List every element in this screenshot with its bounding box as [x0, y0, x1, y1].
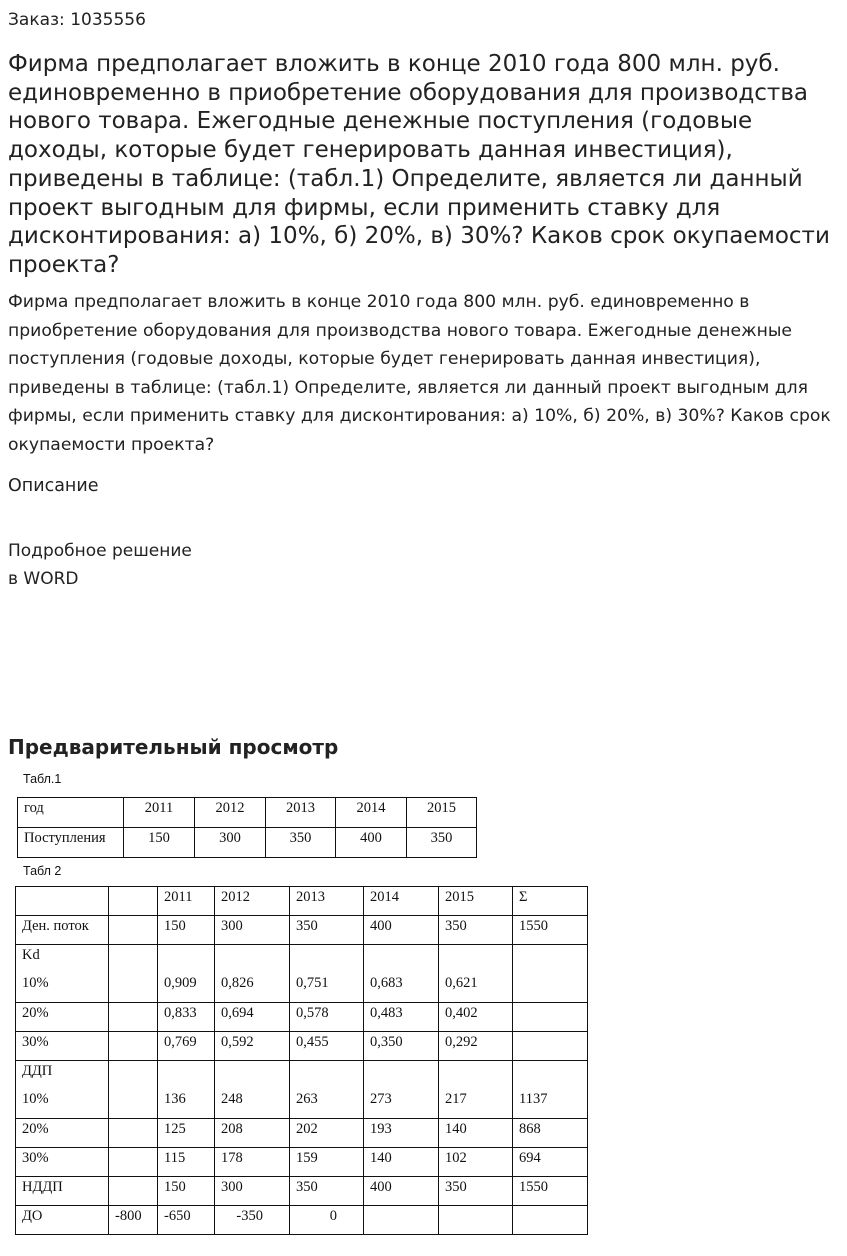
table1-header-cell: год	[18, 798, 124, 828]
table2-caption: Табл 2	[23, 864, 62, 878]
table2-cell-value: 0,826	[221, 975, 254, 991]
row-sublabel-text: 10%	[22, 1091, 49, 1107]
table2-cell	[109, 945, 158, 1003]
table2-cell: 0,578	[290, 1003, 364, 1032]
table2-cell: 0,350	[364, 1032, 439, 1061]
table2-cell: 400	[364, 916, 439, 945]
table-calculation	[15, 886, 588, 1235]
table2-cell	[158, 945, 215, 1003]
table2-cell: 125	[158, 1119, 215, 1148]
table2-cell-value: 0,909	[164, 975, 197, 991]
table2-cell: 0,592	[215, 1032, 290, 1061]
table2-cell: 0,694	[215, 1003, 290, 1032]
table2-cell	[109, 1177, 158, 1206]
table2-row-label	[16, 1061, 109, 1119]
table2-cell: 0,455	[290, 1032, 364, 1061]
table2-cell	[439, 1061, 513, 1119]
table2-cell: 350	[290, 916, 364, 945]
table2-cell-value: 0,751	[296, 975, 329, 991]
table2-cell	[109, 1003, 158, 1032]
table2-header-cell: 2011	[158, 887, 215, 916]
table2-header-cell: 2012	[215, 887, 290, 916]
table2-cell: 694	[513, 1148, 588, 1177]
row-label-text: 20%	[22, 1005, 49, 1021]
table-row	[16, 1003, 588, 1032]
table2-cell: 1550	[513, 1177, 588, 1206]
table2-cell: 350	[439, 1177, 513, 1206]
row-label-text: Kd	[22, 947, 40, 963]
table-row	[16, 916, 588, 945]
table2-cell	[215, 945, 290, 1003]
table2-header-cell	[16, 887, 109, 916]
table2-cell-value: 0,621	[445, 975, 478, 991]
table2-cell-value: 1137	[519, 1091, 548, 1107]
table2-header-cell: 2014	[364, 887, 439, 916]
table2-cell: 400	[364, 1177, 439, 1206]
table-row	[16, 1206, 588, 1235]
table1-cell: 350	[266, 828, 336, 858]
table-row	[16, 1148, 588, 1177]
order-label: Заказ:	[8, 10, 65, 30]
table1-header-cell: 2014	[336, 798, 407, 828]
table2-cell	[439, 945, 513, 1003]
order-number	[8, 9, 146, 31]
table2-cell-value: 136	[164, 1091, 186, 1107]
table2-cell: 300	[215, 1177, 290, 1206]
solution-line-1: Подробное решение	[8, 541, 192, 561]
table2-cell	[364, 945, 439, 1003]
table2-cell: -350	[215, 1206, 290, 1235]
table1-cell: 300	[195, 828, 266, 858]
table2-cell: 150	[158, 916, 215, 945]
table2-cell: 1550	[513, 916, 588, 945]
table2-cell	[364, 1061, 439, 1119]
table2-cell-value: 248	[221, 1091, 243, 1107]
table2-cell: 115	[158, 1148, 215, 1177]
table2-cell: 300	[215, 916, 290, 945]
table2-row-label	[16, 1206, 109, 1235]
table-row	[16, 887, 588, 916]
table1-header-cell: 2013	[266, 798, 336, 828]
table2-header-cell: Σ	[513, 887, 588, 916]
table2-row-label	[16, 1003, 109, 1032]
table2-cell	[439, 1206, 513, 1235]
table2-row-label	[16, 1177, 109, 1206]
table2-cell: 140	[364, 1148, 439, 1177]
task-title: Фирма предполагает вложить в конце 2010 года 800 млн. руб. единовременно в приобретение оборудования для производства нового товара. Ежегодные денежные поступления (годовые доходы, которые будет генерировать данная инвестиция), приведены в таблице: (табл.1) Определите, является ли данный проект выгодным для фирмы, если применить ставку для дисконтирования: а) 10%, б) 20%, в) 30%? Каков срок окупаемости проекта?	[8, 51, 830, 278]
table2-cell: 159	[290, 1148, 364, 1177]
table1-header-cell: 2012	[195, 798, 266, 828]
table2-cell-value: 217	[445, 1091, 467, 1107]
table2-cell: 208	[215, 1119, 290, 1148]
table2-row-label	[16, 1032, 109, 1061]
table2-cell-value: 0,683	[370, 975, 403, 991]
table2-cell-value: 263	[296, 1091, 318, 1107]
table2-cell	[109, 1148, 158, 1177]
row-label-text: 30%	[22, 1150, 49, 1166]
table2-header-cell	[109, 887, 158, 916]
row-label-text: ДО	[22, 1208, 43, 1224]
solution-line-2: в WORD	[8, 569, 79, 589]
table2-cell	[158, 1061, 215, 1119]
table2-cell: 350	[290, 1177, 364, 1206]
order-value: 1035556	[70, 10, 146, 30]
table2-cell	[215, 1061, 290, 1119]
table2-cell: 0,833	[158, 1003, 215, 1032]
preview-heading: Предварительный просмотр	[8, 735, 339, 759]
row-label-text: 30%	[22, 1034, 49, 1050]
table2-row-label	[16, 945, 109, 1003]
table-row	[18, 828, 477, 858]
table2-cell: 202	[290, 1119, 364, 1148]
solution-info	[8, 537, 192, 593]
table2-cell: 150	[158, 1177, 215, 1206]
table2-row-label	[16, 1148, 109, 1177]
table1-caption: Табл.1	[23, 772, 62, 786]
row-sublabel-text: 10%	[22, 975, 49, 991]
table2-cell	[513, 1003, 588, 1032]
table2-cell	[109, 916, 158, 945]
table1-cell: 400	[336, 828, 407, 858]
table2-cell	[109, 1119, 158, 1148]
table2-cell: -800	[109, 1206, 158, 1235]
table2-cell	[513, 1206, 588, 1235]
table2-cell: 0,402	[439, 1003, 513, 1032]
table1-header-cell: 2011	[124, 798, 195, 828]
table1-cell: 150	[124, 828, 195, 858]
table1-header-cell: 2015	[407, 798, 477, 828]
table2-cell: 140	[439, 1119, 513, 1148]
table2-cell: 0,292	[439, 1032, 513, 1061]
table2-cell	[109, 1032, 158, 1061]
table2-cell: -650	[158, 1206, 215, 1235]
table2-cell: 0,483	[364, 1003, 439, 1032]
table1-cell: 350	[407, 828, 477, 858]
table2-cell	[290, 945, 364, 1003]
table-income	[17, 797, 477, 858]
table2-cell: 868	[513, 1119, 588, 1148]
table2-cell: 193	[364, 1119, 439, 1148]
table2-row-label	[16, 916, 109, 945]
task-description: Фирма предполагает вложить в конце 2010 года 800 млн. руб. единовременно в приобретение оборудования для производства нового товара. Ежегодные денежные поступления (годовые доходы, которые будет генерировать данная инвестиция), приведены в таблице: (табл.1) Определите, является ли данный проект выгодным для фирмы, если применить ставку для дисконтирования: а) 10%, б) 20%, в) 30%? Каков срок окупаемости проекта?	[8, 292, 831, 455]
table2-cell	[364, 1206, 439, 1235]
section-label-description: Описание	[8, 476, 99, 496]
table-row	[16, 1032, 588, 1061]
row-label-text: 20%	[22, 1121, 49, 1137]
row-label-text: НДДП	[22, 1179, 63, 1195]
table2-header-cell: 2015	[439, 887, 513, 916]
table2-cell	[513, 1061, 588, 1119]
table2-cell: 102	[439, 1148, 513, 1177]
table-row	[16, 1061, 588, 1119]
table-row	[16, 945, 588, 1003]
table-row	[16, 1119, 588, 1148]
row-label-text: Ден. поток	[22, 918, 89, 934]
table2-header-cell: 2013	[290, 887, 364, 916]
table2-cell: 0,769	[158, 1032, 215, 1061]
table2-cell-value: 273	[370, 1091, 392, 1107]
table2-cell	[109, 1061, 158, 1119]
table2-cell: 0	[290, 1206, 364, 1235]
table-row	[16, 1177, 588, 1206]
table2-cell	[513, 945, 588, 1003]
table1-cell: Поступления	[18, 828, 124, 858]
table2-cell: 350	[439, 916, 513, 945]
table2-row-label	[16, 1119, 109, 1148]
table2-cell	[290, 1061, 364, 1119]
table2-cell	[513, 1032, 588, 1061]
row-label-text: ДДП	[22, 1063, 53, 1079]
table2-cell: 178	[215, 1148, 290, 1177]
table-row	[18, 798, 477, 828]
